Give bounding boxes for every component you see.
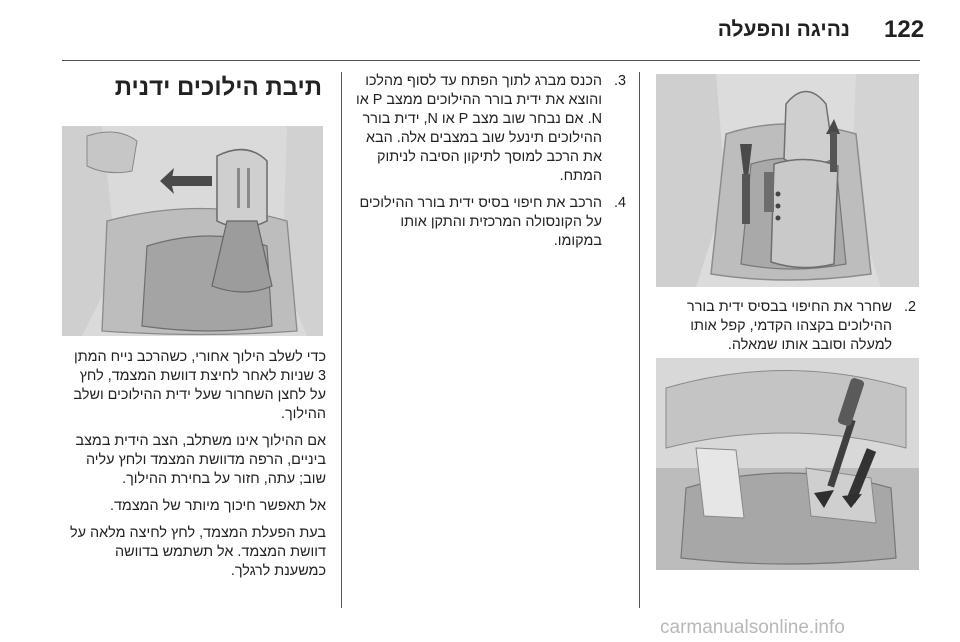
paragraph-1: כדי לשלב הילוך אחורי, כשהרכב נייח המתן 3 שניות לאחר לחיצת דוושת המצמד, לחץ על לחצן השחרור שעל ידית ההילוכים ושלב ההילוך.: [73, 349, 326, 422]
step-4-number: 4.: [613, 195, 626, 211]
paragraph-3: אל תאפשר חיכוך מיותר של המצמד.: [109, 498, 326, 514]
step-3: [355, 72, 626, 186]
page-number: 122: [884, 16, 925, 43]
step-2: [650, 298, 916, 355]
column-divider-right: [639, 72, 640, 608]
step-2-number: 2.: [903, 299, 916, 315]
illustration-manual-gear-lever: [62, 126, 323, 336]
left-column-text: [62, 348, 326, 589]
paragraph-4: בעת הפעלת המצמד, לחץ לחיצה מלאה על דוושת המצמד. אל תשתמש בדוושה כמשענת לרגלך.: [70, 525, 326, 579]
illustration-automatic-selector-lever: [656, 74, 919, 287]
illustration-screwdriver-release: [656, 358, 919, 570]
middle-column-text: [355, 72, 626, 259]
page-header-title: נהיגה והפעלה: [717, 18, 850, 41]
step-3-text: הכנס מברג לתוך הפתח עד לסוף מהלכו והוצא את ידית בורר ההילוכים ממצב P או N. אם נבחר שוב מצב P או N, ידית בורר ההילוכים תינעל שוב במצבים אלה. הבא את הרכב למוסך לתיקון הסיבה לניתוק המתח.: [356, 73, 602, 184]
watermark: carmanualsonline.info: [660, 617, 845, 638]
step-2-text: שחרר את החיפוי בבסיס ידית בורר ההילוכים בקצהו הקדמי, קפל אותו למעלה וסובב אותו שמאלה.: [687, 299, 892, 353]
step-3-number: 3.: [613, 73, 626, 89]
step-4: [355, 194, 626, 251]
step-4-text: הרכב את חיפוי בסיס ידית בורר ההילוכים על הקונסולה המרכזית והתקן אותו במקומו.: [359, 195, 602, 249]
column-divider-left: [341, 72, 342, 608]
paragraph-2: אם ההילוך אינו משתלב, הצב הידית במצב ביניים, הרפה מדוושת המצמד ולחץ עליה שוב; עתה, חזור על בחירת ההילוך.: [75, 433, 326, 487]
section-title: תיבת הילוכים ידנית: [114, 74, 322, 101]
header-rule: [62, 60, 920, 61]
